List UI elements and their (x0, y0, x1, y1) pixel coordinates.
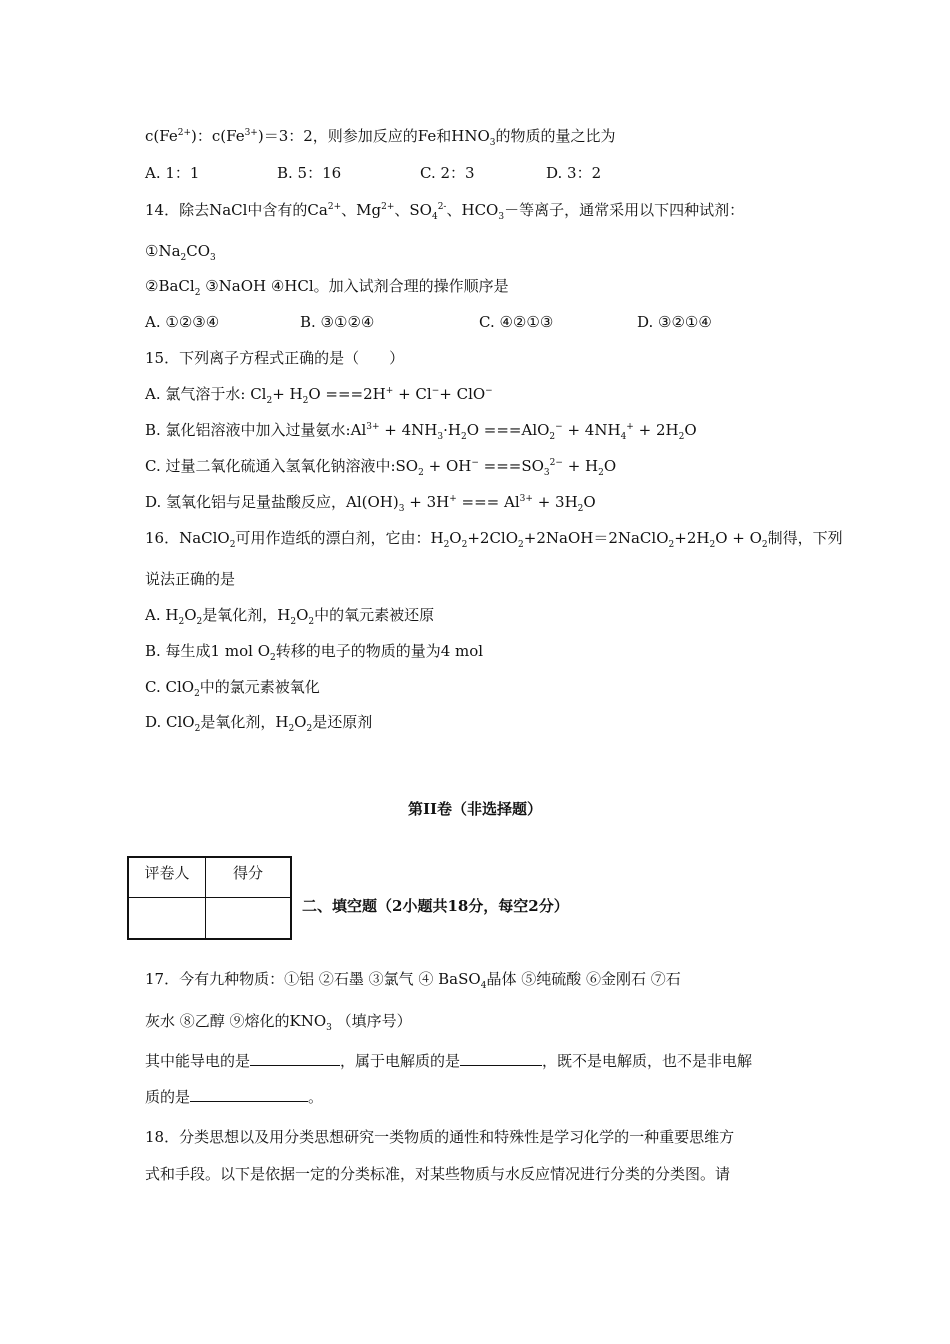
q17-question-line2: 质的是 。 (145, 1088, 324, 1106)
q17-stem-line2: 灰水 ⑧乙醇 ⑨熔化的$KNO_3$ （填序号） (145, 1012, 412, 1033)
q16-option-b: B. 每生成1 mol $O_2$转移的电子的物质的量为4 mol (145, 642, 484, 663)
grader-cell (128, 897, 206, 939)
q15-stem: 15．下列离子方程式正确的是（ ） (145, 349, 405, 367)
q15-option-d: D. 氢氧化铝与足量盐酸反应，$Al(OH)_3 + 3H^+$ === $Al^{3+} + 3H_2O$ (145, 493, 596, 514)
answer-blank-electrolytes[interactable] (460, 1051, 542, 1066)
score-cell (206, 897, 292, 939)
q13-option-c: C. 2：3 (420, 164, 475, 182)
q15-option-b: B. 氯化铝溶液中加入过量氨水$:Al^{3+} + 4NH_3\cdot H_2O ===AlO_2^- + 4NH_4^+ + 2H_2O$ (145, 421, 697, 442)
q14-option-a: A. ①②③④ (145, 313, 220, 331)
q17-question-line: 其中能导电的是 ，属于电解质的是 ，既不是电解质，也不是非电解 (145, 1052, 753, 1070)
part2-heading: 二、填空题（2小题共18分，每空2分） (302, 897, 569, 915)
q14-reagent-1: $①Na_2CO_3$ (145, 242, 216, 263)
q16-stem-line2: 说法正确的是 (145, 570, 236, 588)
q14-reagents-2: ②BaCl$_2$ ③NaOH ④HCl。加入试剂合理的操作顺序是 (145, 277, 509, 298)
q14-option-c: C. ④②①③ (479, 313, 554, 331)
q13-option-a: A. 1：1 (145, 164, 200, 182)
grader-header: 评卷人 (128, 857, 206, 897)
q14-stem: 14．除去NaCl中含有的$Ca^{2+}$、$Mg^{2+}$、$SO_4^{2-}$、$HCO_3-$等离子，通常采用以下四种试剂： (145, 201, 745, 222)
q13-stem-line: $c(Fe^{2+})$：$c(Fe^{3+})=3$：2，则参加反应的Fe和$HNO_3$的物质的量之比为 (145, 127, 616, 148)
q15-option-a: A. 氯气溶于水: $Cl_2+ H_2O ===2H^+ + Cl^-+ ClO^-$ (145, 385, 493, 406)
answer-blank-conductors[interactable] (250, 1051, 340, 1066)
score-table (127, 856, 292, 940)
q16-option-a: A. $H_2O_2$是氧化剂，$H_2O_2$中的氧元素被还原 (145, 606, 435, 627)
q18-stem-line2: 式和手段。以下是依据一定的分类标准，对某些物质与水反应情况进行分类的分类图。请 (145, 1165, 731, 1183)
q13-option-b: B. 5：16 (277, 164, 342, 182)
section-title: 第II卷（非选择题） (407, 800, 543, 818)
score-header: 得分 (206, 857, 292, 897)
answer-blank-neither[interactable] (190, 1087, 308, 1102)
q16-option-d: D. ClO$_2$是氧化剂，$H_2O_2$是还原剂 (145, 713, 373, 734)
q18-stem: 18．分类思想以及用分类思想研究一类物质的通性和特殊性是学习化学的一种重要思维方 (145, 1128, 735, 1146)
q13-option-d: D. 3：2 (546, 164, 602, 182)
q14-option-d: D. ③②①④ (637, 313, 712, 331)
q14-option-b: B. ③①②④ (300, 313, 375, 331)
q17-stem: 17．今有九种物质：①铝 ②石墨 ③氯气 ④ BaSO$_4$晶体 ⑤纯硫酸 ⑥金刚石 ⑦石 (145, 970, 681, 991)
q16-stem: 16．NaClO$_2$可用作造纸的漂白剂，它由：$H_2O_2+2ClO_2+2NaOH=2NaClO_2+2H_2O + O_2$制得，下列 (145, 529, 843, 550)
q16-option-c: C. ClO$_2$中的氯元素被氧化 (145, 678, 320, 699)
q15-option-c: C. 过量二氧化硫通入氢氧化钠溶液中$:SO_2 + OH^- ===SO_3^{2-} + H_2O$ (145, 457, 617, 478)
